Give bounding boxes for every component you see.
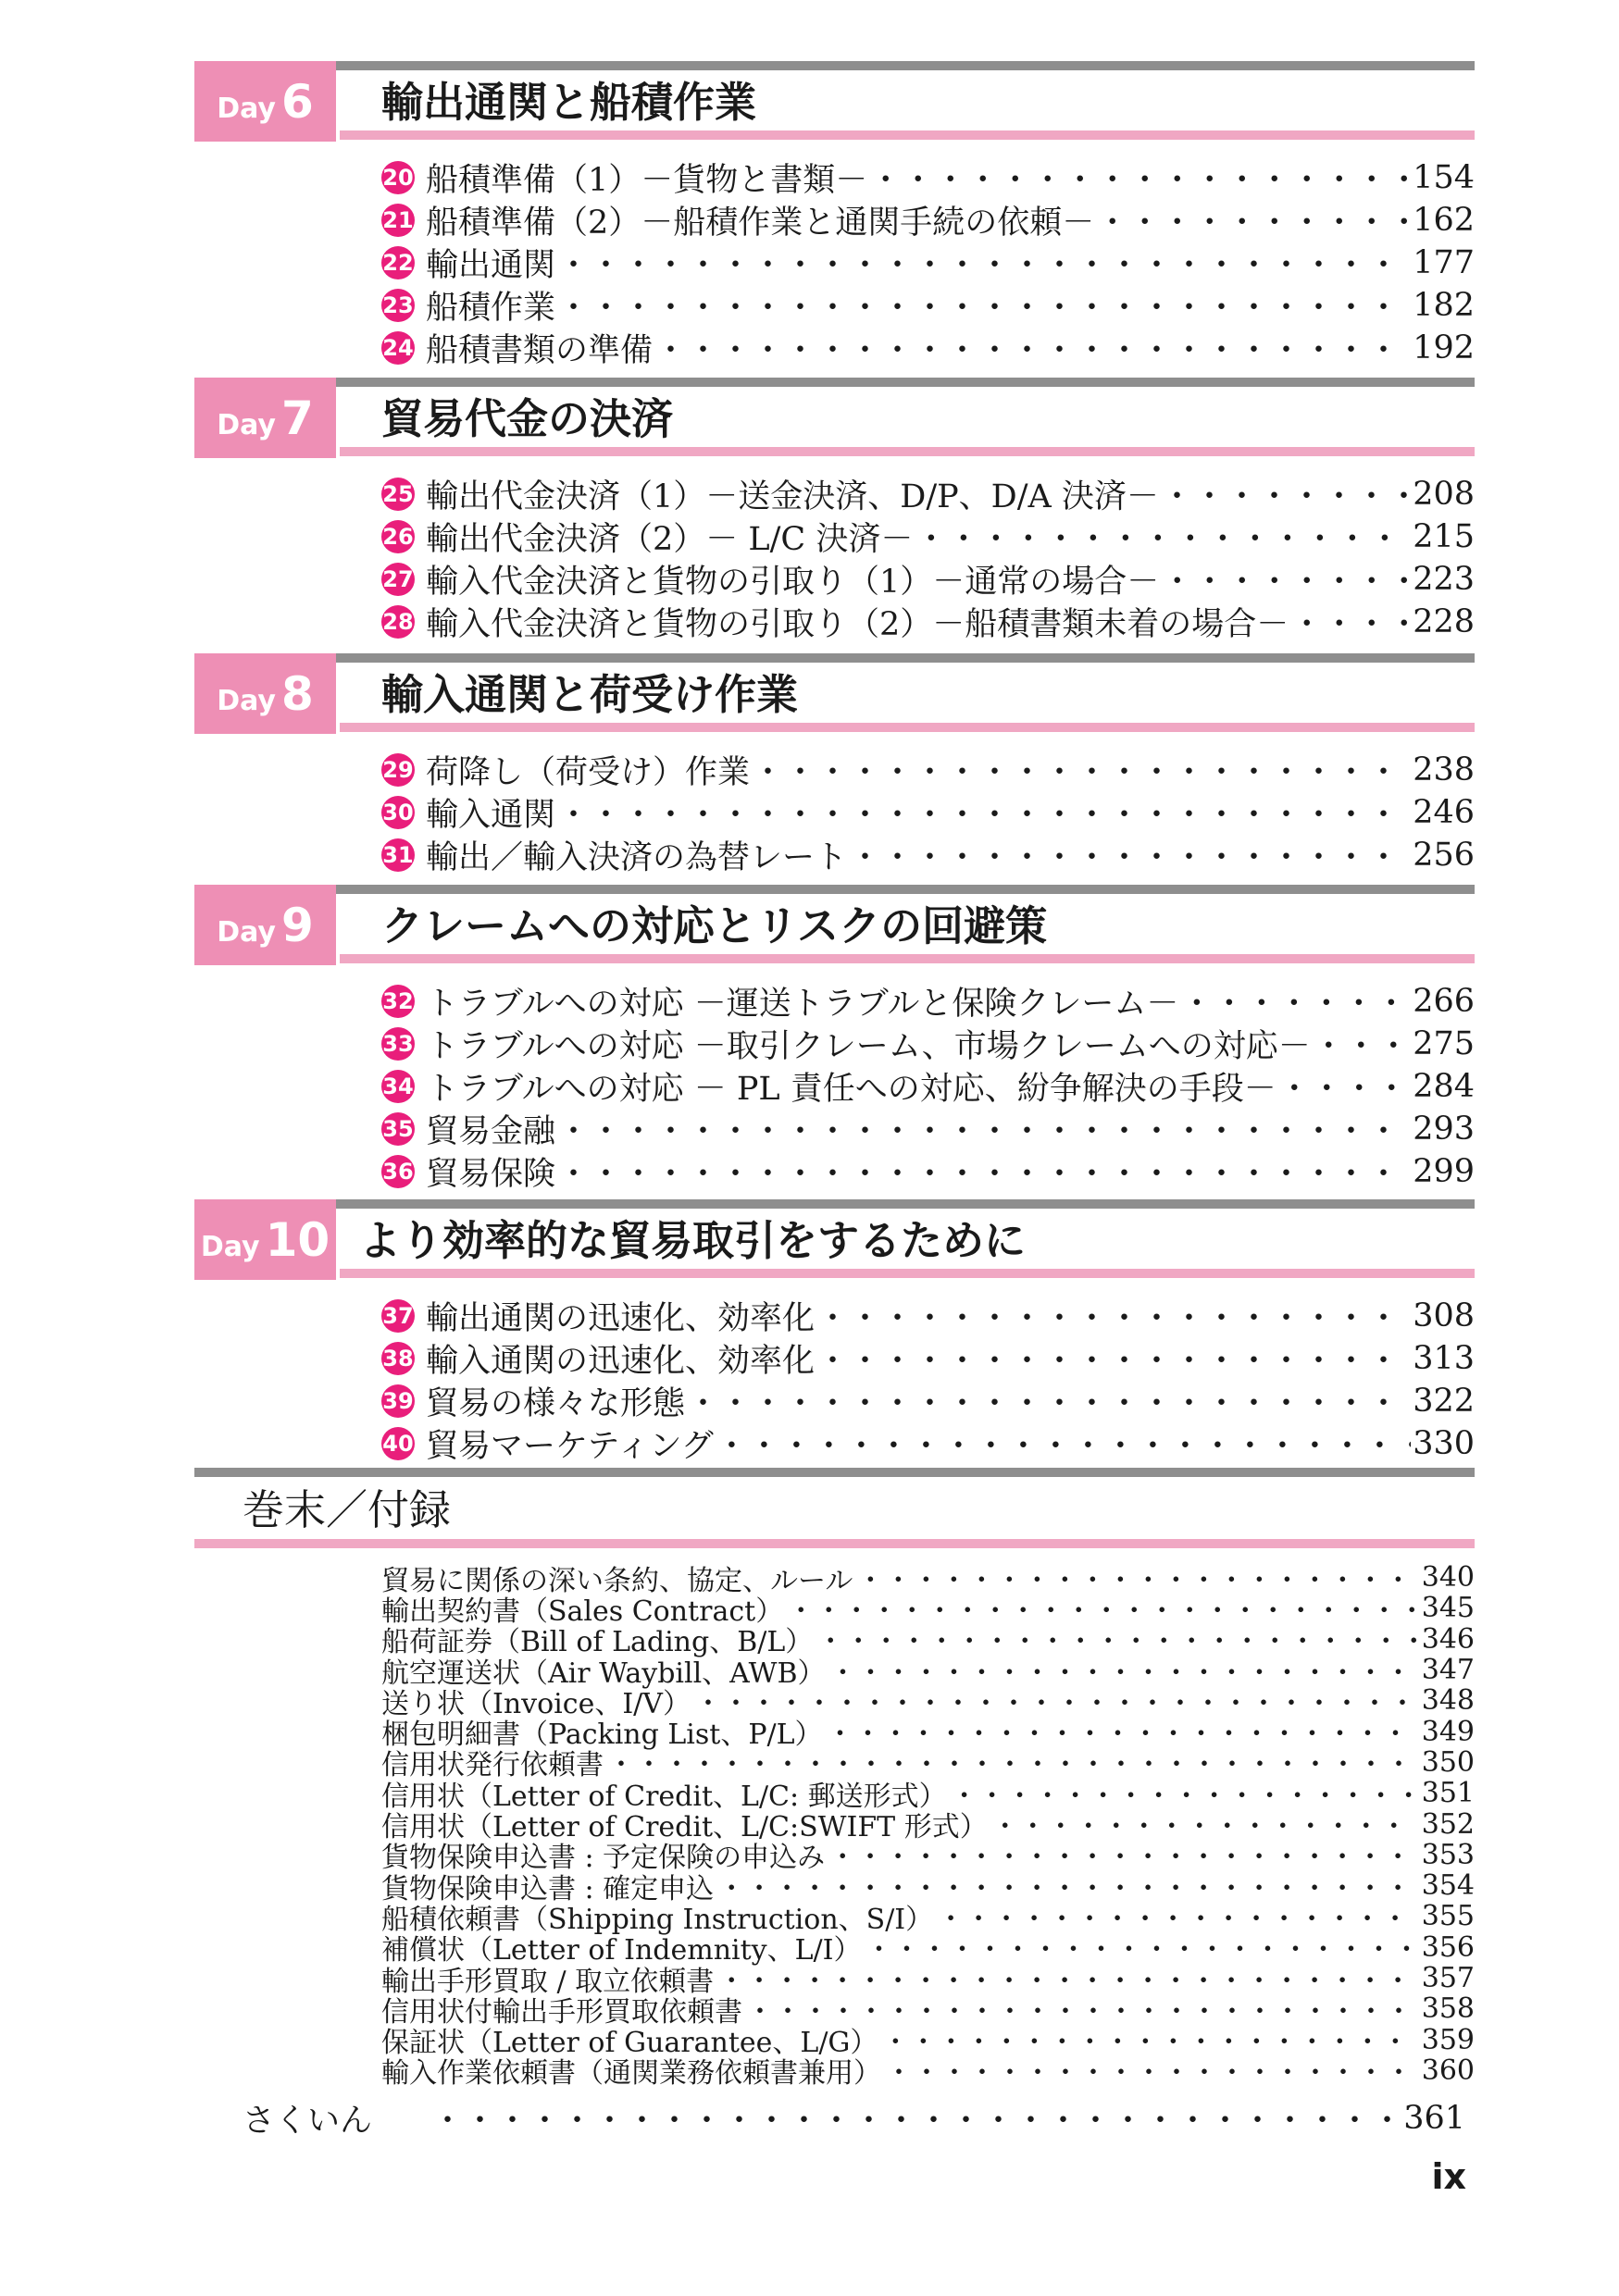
entry-title: 信用状発行依頼書 — [381, 1749, 604, 1782]
dot-leader — [849, 832, 1411, 878]
page-number: 352 — [1421, 1807, 1475, 1841]
entry-title: 輸出手形買取 / 取立依頼書 — [381, 1965, 715, 1998]
chapter-number-icon: 35 — [381, 1112, 415, 1146]
dot-leader — [885, 2050, 1418, 2091]
page-number: 266 — [1413, 983, 1475, 1020]
page-footer-number: ix — [1431, 2156, 1466, 2197]
entry-title: 輸入代金決済と貨物の引取り（1）－通常の場合－ — [426, 564, 1160, 601]
page-number: 208 — [1413, 476, 1475, 513]
entry-title: 信用状（Letter of Credit、L/C:SWIFT 形式） — [381, 1811, 988, 1844]
toc-entry[interactable] — [381, 558, 1475, 601]
toc-entry[interactable] — [381, 1150, 1475, 1193]
page-number: 358 — [1421, 1992, 1475, 2026]
dot-leader — [915, 514, 1411, 560]
entry-title: 貿易保険 — [426, 1156, 556, 1193]
dot-leader — [816, 1293, 1411, 1339]
page-number: 299 — [1413, 1153, 1475, 1190]
page-number: 322 — [1413, 1383, 1475, 1420]
appendix-title: 巻末／付録 — [243, 1485, 452, 1534]
toc-entry[interactable] — [381, 1337, 1475, 1380]
dot-leader — [654, 325, 1411, 371]
page-number: 162 — [1413, 202, 1475, 239]
dot-leader — [557, 240, 1411, 286]
page-number: 182 — [1413, 287, 1475, 324]
toc-entry[interactable] — [381, 834, 1475, 876]
entry-title: 船積準備（1）－貨物と書類－ — [426, 162, 868, 199]
chapter-number-icon: 37 — [381, 1299, 415, 1333]
page-number: 350 — [1421, 1745, 1475, 1779]
index-entry[interactable] — [243, 2097, 1465, 2140]
chapter-number-icon: 23 — [381, 289, 415, 322]
chapter-number-icon: 36 — [381, 1155, 415, 1188]
page-number: 256 — [1413, 837, 1475, 874]
day-label: Day — [217, 409, 276, 441]
chapter-number-icon: 38 — [381, 1342, 415, 1375]
entry-title: 保証状（Letter of Guarantee、L/G） — [381, 2027, 878, 2060]
day-title: 輸出通関と船積作業 — [381, 78, 757, 127]
day-title: 貿易代金の決済 — [381, 394, 674, 443]
chapter-number-icon: 39 — [381, 1384, 415, 1418]
page-number: 345 — [1421, 1592, 1475, 1625]
appendix-entry[interactable] — [381, 2054, 1475, 2091]
page-number: 351 — [1421, 1777, 1475, 1810]
chapter-number-icon: 26 — [381, 520, 415, 553]
toc-entry[interactable] — [381, 601, 1475, 643]
toc-entry[interactable] — [381, 1380, 1475, 1422]
entry-title: 輸入作業依頼書（通関業務依頼書兼用） — [381, 2057, 881, 2091]
entry-title: 信用状（Letter of Credit、L/C: 郵送形式） — [381, 1780, 947, 1813]
page-number: 313 — [1413, 1340, 1475, 1377]
chapter-number-icon: 34 — [381, 1070, 415, 1103]
entry-title: 貿易の様々な形態 — [426, 1385, 686, 1422]
toc-entry[interactable] — [381, 980, 1475, 1023]
page-number: 308 — [1413, 1297, 1475, 1334]
dot-leader — [557, 282, 1411, 329]
day-number: 7 — [280, 391, 314, 445]
chapter-number-icon: 21 — [381, 204, 415, 237]
page-number: 154 — [1413, 159, 1475, 196]
day-badge — [194, 653, 336, 734]
toc-entry[interactable] — [381, 199, 1475, 242]
toc-entry[interactable] — [381, 1108, 1475, 1150]
dot-leader — [1290, 599, 1411, 645]
entry-title: 輸出代金決済（2）－ L/C 決済－ — [426, 521, 914, 558]
page-number: 330 — [1413, 1425, 1475, 1462]
day-header — [194, 61, 1475, 142]
divider — [194, 653, 1475, 663]
entry-title: 輸出通関 — [426, 247, 556, 284]
chapter-number-icon: 20 — [381, 161, 415, 194]
entry-title: 補償状（Letter of Indemnity、L/I） — [381, 1934, 862, 1967]
entry-title: 荷降し（荷受け）作業 — [426, 754, 751, 791]
page-number: 340 — [1421, 1561, 1475, 1595]
toc-entry[interactable] — [381, 1023, 1475, 1065]
divider — [194, 61, 1475, 70]
dot-leader — [1278, 1063, 1411, 1110]
chapter-number-icon: 22 — [381, 246, 415, 279]
day-number: 10 — [265, 1213, 330, 1267]
day-label: Day — [217, 685, 276, 717]
day-section-6 — [194, 61, 1475, 369]
day-section-10 — [194, 1199, 1475, 1465]
dot-leader — [1161, 556, 1411, 602]
divider — [340, 447, 1475, 456]
page-number: 357 — [1421, 1962, 1475, 1995]
dot-leader — [1096, 197, 1411, 243]
page-number: 215 — [1413, 518, 1475, 555]
divider — [194, 1199, 1475, 1209]
day-header — [194, 653, 1475, 734]
toc-entry[interactable] — [381, 327, 1475, 369]
index-title: さくいん — [243, 2103, 373, 2140]
toc-entry[interactable] — [381, 473, 1475, 515]
day-number: 8 — [280, 667, 314, 721]
chapter-number-icon: 29 — [381, 753, 415, 787]
day-title: クレームへの対応とリスクの回避策 — [381, 901, 1048, 950]
divider — [340, 130, 1475, 140]
entry-title: 船積書類の準備 — [426, 332, 654, 369]
entry-title: 船積準備（2）－船積作業と通関手続の依頼－ — [426, 205, 1095, 242]
entry-title: 送り状（Invoice、I/V） — [381, 1687, 691, 1720]
chapter-number-icon: 27 — [381, 563, 415, 596]
entry-title: 輸出通関の迅速化、効率化 — [426, 1300, 816, 1337]
divider — [340, 723, 1475, 732]
toc-entry[interactable] — [381, 1422, 1475, 1465]
page-number: 228 — [1413, 603, 1475, 640]
entry-title: 貿易金融 — [426, 1113, 556, 1150]
page-number: 238 — [1413, 751, 1475, 788]
day-section-8 — [194, 653, 1475, 876]
day-badge — [194, 61, 336, 142]
divider — [340, 1269, 1475, 1278]
dot-leader — [557, 1106, 1411, 1152]
entry-title: 輸出契約書（Sales Contract） — [381, 1595, 784, 1628]
toc-entry[interactable] — [381, 1065, 1475, 1108]
entry-title: 輸入通関の迅速化、効率化 — [426, 1343, 816, 1380]
chapter-number-icon: 40 — [381, 1427, 415, 1460]
page-number: 223 — [1413, 561, 1475, 598]
page-number: 354 — [1421, 1869, 1475, 1903]
page-number: 355 — [1421, 1900, 1475, 1933]
entry-title: トラブルへの対応 －運送トラブルと保険クレーム－ — [426, 986, 1179, 1023]
day-section-9 — [194, 885, 1475, 1193]
page-number: 356 — [1421, 1930, 1475, 1964]
page-number: 177 — [1413, 244, 1475, 281]
entry-title: トラブルへの対応 －取引クレーム、市場クレームへの対応－ — [426, 1028, 1311, 1065]
entry-title: 信用状付輸出手形買取依頼書 — [381, 1995, 742, 2029]
dot-leader — [1161, 471, 1411, 517]
entry-title: 輸出／輸入決済の為替レート — [426, 839, 848, 876]
day-label: Day — [217, 93, 276, 125]
day-header — [194, 378, 1475, 458]
day-number: 6 — [280, 75, 314, 129]
chapter-number-icon: 31 — [381, 838, 415, 872]
day-title: 輸入通関と荷受け作業 — [381, 670, 799, 719]
entry-title: 貿易に関係の深い条約、協定、ルール — [381, 1564, 853, 1597]
day-label: Day — [217, 916, 276, 949]
toc-entry[interactable] — [381, 156, 1475, 199]
dot-leader — [752, 747, 1411, 793]
divider — [194, 885, 1475, 894]
day-section-7 — [194, 378, 1475, 643]
entry-title: 貨物保険申込書 : 予定保険の申込み — [381, 1842, 826, 1875]
page-number: 349 — [1421, 1715, 1475, 1748]
dot-leader — [869, 155, 1411, 201]
toc-entry[interactable] — [381, 515, 1475, 558]
divider — [194, 1468, 1475, 1477]
page-number: 347 — [1421, 1654, 1475, 1687]
dot-leader — [687, 1378, 1411, 1424]
entry-title: 輸出代金決済（1）－送金決済、D/P、D/A 決済－ — [426, 478, 1159, 515]
divider — [194, 1539, 1475, 1548]
dot-leader — [716, 1421, 1411, 1467]
page-number: 246 — [1413, 794, 1475, 831]
entry-title: 船積作業 — [426, 290, 556, 327]
day-title: より効率的な貿易取引をするために — [359, 1216, 1027, 1265]
toc-entry[interactable] — [381, 749, 1475, 791]
toc-entry[interactable] — [381, 791, 1475, 834]
divider — [194, 378, 1475, 387]
day-badge — [194, 378, 336, 458]
dot-leader — [431, 2095, 1400, 2141]
page-number: 348 — [1421, 1684, 1475, 1718]
day-badge — [194, 885, 336, 965]
entry-title: 輸入代金決済と貨物の引取り（2）－船積書類未着の場合－ — [426, 606, 1289, 643]
dot-leader — [1313, 1021, 1411, 1067]
chapter-number-icon: 24 — [381, 331, 415, 365]
toc-entry[interactable] — [381, 242, 1475, 284]
dot-leader — [557, 1148, 1411, 1195]
page-number: 284 — [1413, 1068, 1475, 1105]
divider — [340, 954, 1475, 963]
chapter-number-icon: 33 — [381, 1027, 415, 1061]
page-number: 361 — [1403, 2100, 1465, 2137]
chapter-number-icon: 25 — [381, 478, 415, 511]
page-number: 353 — [1421, 1838, 1475, 1871]
dot-leader — [557, 789, 1411, 836]
page-number: 293 — [1413, 1111, 1475, 1148]
day-label: Day — [200, 1231, 260, 1263]
dot-leader — [816, 1335, 1411, 1382]
entry-title: 船荷証券（Bill of Lading、B/L） — [381, 1626, 814, 1659]
entry-title: 貨物保険申込書 : 確定申込 — [381, 1872, 715, 1905]
page-number: 359 — [1421, 2023, 1475, 2056]
day-header — [194, 1199, 1475, 1280]
chapter-number-icon: 30 — [381, 796, 415, 829]
toc-entry[interactable] — [381, 284, 1475, 327]
appendix-list — [381, 1561, 1475, 2091]
entry-title: 輸入通関 — [426, 797, 556, 834]
page-number: 346 — [1421, 1622, 1475, 1656]
chapter-number-icon: 28 — [381, 605, 415, 639]
toc-entry[interactable] — [381, 1295, 1475, 1337]
day-header — [194, 885, 1475, 965]
entry-title: 梱包明細書（Packing List、P/L） — [381, 1719, 823, 1752]
entry-title: トラブルへの対応 － PL 責任への対応、紛争解決の手段－ — [426, 1071, 1277, 1108]
page-number: 360 — [1421, 2054, 1475, 2087]
chapter-number-icon: 32 — [381, 985, 415, 1018]
page-number: 192 — [1413, 329, 1475, 366]
day-badge — [194, 1199, 336, 1280]
entry-title: 船積依頼書（Shipping Instruction、S/I） — [381, 1903, 934, 1936]
dot-leader — [1180, 978, 1411, 1024]
entry-title: 貿易マーケティング — [426, 1428, 714, 1465]
page-number: 275 — [1413, 1025, 1475, 1062]
day-number: 9 — [280, 899, 314, 952]
entry-title: 航空運送状（Air Waybill、AWB） — [381, 1657, 826, 1690]
